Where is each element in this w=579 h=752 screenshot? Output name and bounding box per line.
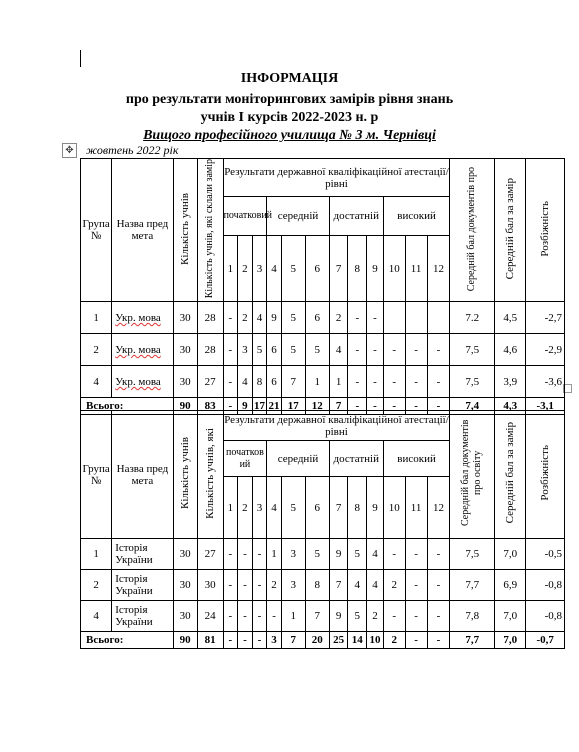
cell-grade-7: 9	[329, 601, 348, 632]
header-grade-7: 7	[329, 477, 348, 539]
cell-grade-1: -	[223, 334, 238, 366]
cell-total-grade-11: -	[405, 632, 427, 649]
cell-grade-4: 6	[267, 366, 282, 398]
header-grade-5: 5	[281, 477, 305, 539]
cell-students: 30	[173, 366, 197, 398]
table-row	[81, 539, 565, 570]
header-level-medium: середній	[267, 441, 329, 477]
cell-grade-10	[383, 302, 405, 334]
cell-total-grade-4: 21	[267, 398, 282, 415]
header-group: Група №	[81, 159, 112, 302]
cell-total-grade-7: 25	[329, 632, 348, 649]
cell-total-grade-2: 9	[238, 398, 253, 415]
header-difference: Розбіжність	[539, 200, 552, 257]
header-grade-6: 6	[305, 235, 329, 302]
subject-name: Історія України	[115, 604, 153, 628]
cell-total-grade-6: 20	[305, 632, 329, 649]
header-students: Кількість учнів	[179, 192, 192, 265]
cell-grade-10: -	[383, 334, 405, 366]
report-period: жовтень 2022 рік	[86, 143, 179, 157]
cell-total-grade-1: -	[223, 398, 238, 415]
cell-grade-4: 2	[267, 570, 282, 601]
cell-avg-test: 7,0	[495, 601, 526, 632]
cell-avg-docs: 7,5	[450, 366, 495, 398]
header-grade-11: 11	[405, 477, 427, 539]
cell-avg-docs: 7,5	[450, 334, 495, 366]
cell-grade-3: -	[252, 539, 267, 570]
cell-grade-8: 5	[348, 601, 367, 632]
header-level-sufficient: достатній	[329, 441, 383, 477]
cell-grade-3: -	[252, 601, 267, 632]
cell-grade-8: -	[348, 302, 367, 334]
header-grade-11: 11	[405, 235, 427, 302]
cell-grade-3: 8	[252, 366, 267, 398]
cell-grade-7: 7	[329, 570, 348, 601]
header-avg-docs: Середній бал документів про	[466, 166, 478, 291]
cell-avg-test: 3,9	[495, 366, 526, 398]
table-row	[81, 601, 565, 632]
header-grade-10: 10	[383, 477, 405, 539]
cell-grade-12: -	[427, 601, 450, 632]
total-row	[81, 632, 565, 649]
cell-total-grade-10: 2	[383, 632, 405, 649]
cell-grade-7: 1	[329, 366, 348, 398]
cell-total-grade-9: -	[367, 398, 384, 415]
header-took-test: Кількість учнів, які склали замір	[204, 159, 216, 299]
cell-grade-3: 4	[252, 302, 267, 334]
table-row	[81, 570, 565, 601]
cell-students: 30	[173, 570, 197, 601]
cell-grade-1: -	[223, 302, 238, 334]
header-level-medium: середній	[267, 197, 329, 235]
cell-grade-7: 9	[329, 539, 348, 570]
cell-total-grade-3: -	[252, 632, 267, 649]
cell-grade-5: 5	[281, 334, 305, 366]
cell-difference: -0,5	[526, 539, 565, 570]
header-level-initial: початковий	[223, 441, 267, 477]
cell-grade-9: -	[367, 302, 384, 334]
cell-took-test: 30	[197, 570, 223, 601]
results-table-history	[80, 410, 565, 649]
cell-grade-8: 5	[348, 539, 367, 570]
cell-total-grade-5: 17	[281, 398, 305, 415]
header-group: Група №	[81, 411, 112, 539]
cell-grade-4: 1	[267, 539, 282, 570]
cell-avg-test: 4,5	[495, 302, 526, 334]
header-grade-9: 9	[367, 477, 384, 539]
header-grade-4: 4	[267, 235, 282, 302]
cell-grade-4: 6	[267, 334, 282, 366]
cell-grade-10: -	[383, 601, 405, 632]
cell-difference: -0,8	[526, 601, 565, 632]
cell-grade-2: -	[238, 539, 253, 570]
cell-grade-3: -	[252, 570, 267, 601]
cell-avg-test: 6,9	[495, 570, 526, 601]
cell-total-label: Всього:	[81, 398, 174, 415]
cell-grade-6: 8	[305, 570, 329, 601]
cell-grade-1: -	[223, 539, 238, 570]
header-subject: Назва предмета	[112, 411, 173, 539]
cell-avg-docs: 7,5	[450, 539, 495, 570]
cell-total-grade-4: 3	[267, 632, 282, 649]
header-grade-9: 9	[367, 235, 384, 302]
cell-grade-8: -	[348, 334, 367, 366]
cell-total-grade-7: 7	[329, 398, 348, 415]
header-grade-10: 10	[383, 235, 405, 302]
cell-grade-11: -	[405, 570, 427, 601]
cell-grade-1: -	[223, 366, 238, 398]
header-grade-4: 4	[267, 477, 282, 539]
cell-grade-2: 4	[238, 366, 253, 398]
cell-grade-10: 2	[383, 570, 405, 601]
cell-grade-12	[427, 302, 450, 334]
cell-grade-11	[405, 302, 427, 334]
cell-grade-10: -	[383, 539, 405, 570]
header-level-sufficient: достатній	[329, 197, 383, 235]
results-table-ukr-language	[80, 158, 565, 415]
header-grade-12: 12	[427, 235, 450, 302]
cell-subject	[112, 366, 173, 398]
header-level-initial: початковий	[223, 197, 267, 235]
cell-subject	[112, 570, 173, 601]
cell-took-test: 24	[197, 601, 223, 632]
cell-subject	[112, 334, 173, 366]
header-avg-test: Середній бал за замір	[504, 177, 517, 280]
cell-group: 1	[81, 539, 112, 570]
header-grade-5: 5	[281, 235, 305, 302]
cell-grade-4: -	[267, 601, 282, 632]
cell-grade-12: -	[427, 334, 450, 366]
header-avg-test: Середній бал за замір	[504, 422, 517, 524]
header-students: Кількість учнів	[179, 437, 192, 509]
cell-avg-docs: 7,7	[450, 570, 495, 601]
cell-total-avg-test: 4,3	[495, 398, 526, 415]
cell-grade-2: 2	[238, 302, 253, 334]
header-grade-3: 3	[252, 477, 267, 539]
cell-total-grade-12: -	[427, 398, 450, 415]
cell-students: 30	[173, 601, 197, 632]
header-grade-8: 8	[348, 235, 367, 302]
cell-grade-11: -	[405, 334, 427, 366]
cell-grade-2: 3	[238, 334, 253, 366]
cell-grade-11: -	[405, 539, 427, 570]
cell-grade-11: -	[405, 366, 427, 398]
header-level-high: високий	[383, 441, 450, 477]
cell-total-grade-8: 14	[348, 632, 367, 649]
header-difference: Розбіжність	[539, 445, 552, 501]
header-grade-8: 8	[348, 477, 367, 539]
cell-grade-2: -	[238, 601, 253, 632]
table-move-handle-icon[interactable]: ✥	[62, 143, 77, 158]
cell-students: 30	[173, 334, 197, 366]
cell-grade-6: 7	[305, 601, 329, 632]
cell-grade-12: -	[427, 570, 450, 601]
cell-grade-12: -	[427, 366, 450, 398]
subject-name: Історія України	[115, 542, 153, 566]
cell-grade-6: 5	[305, 334, 329, 366]
header-grade-2: 2	[238, 477, 253, 539]
cell-group: 2	[81, 334, 112, 366]
cell-total-grade-1: -	[223, 632, 238, 649]
cell-total-took: 83	[197, 398, 223, 415]
cell-grade-3: 5	[252, 334, 267, 366]
cell-grade-5: 5	[281, 302, 305, 334]
cell-total-grade-9: 10	[367, 632, 384, 649]
cell-total-students: 90	[173, 398, 197, 415]
cell-total-label: Всього:	[81, 632, 174, 649]
header-results: Результати державної кваліфікаційної атестації/рівні	[223, 411, 450, 441]
table-row	[81, 366, 565, 398]
cell-total-grade-10: -	[383, 398, 405, 415]
cell-total-grade-5: 7	[281, 632, 305, 649]
cell-grade-9: 4	[367, 539, 384, 570]
cell-group: 4	[81, 601, 112, 632]
header-grade-1: 1	[223, 235, 238, 302]
cell-grade-10: -	[383, 366, 405, 398]
cell-difference: -0,8	[526, 570, 565, 601]
cell-total-grade-12: -	[427, 632, 450, 649]
cell-grade-5: 7	[281, 366, 305, 398]
cell-students: 30	[173, 539, 197, 570]
cell-total-difference: -0,7	[526, 632, 565, 649]
cell-grade-1: -	[223, 601, 238, 632]
subject-name: Історія України	[115, 573, 153, 597]
doc-subtitle-2: учнів І курсів 2022-2023 н. р	[200, 110, 379, 125]
cell-subject	[112, 539, 173, 570]
header-grade-7: 7	[329, 235, 348, 302]
table-row	[81, 302, 565, 334]
cell-total-grade-8: -	[348, 398, 367, 415]
cell-grade-2: -	[238, 570, 253, 601]
institution-name: Вищого професійного училища № 3 м. Чернівці	[143, 128, 436, 143]
cell-grade-9: 2	[367, 601, 384, 632]
header-subject: Назва предмета	[112, 159, 173, 302]
header-grade-6: 6	[305, 477, 329, 539]
cell-grade-6: 1	[305, 366, 329, 398]
text-cursor	[80, 50, 81, 67]
cell-difference: -2,9	[526, 334, 565, 366]
cell-total-difference: -3,1	[526, 398, 565, 415]
cell-grade-5: 3	[281, 570, 305, 601]
header-avg-docs: Середній бал документів про освіту	[460, 419, 484, 527]
header-level-high: високий	[383, 197, 450, 235]
cell-avg-docs: 7,8	[450, 601, 495, 632]
cell-total-grade-3: 17	[252, 398, 267, 415]
cell-grade-9: -	[367, 366, 384, 398]
cell-avg-docs: 7.2	[450, 302, 495, 334]
cell-took-test: 27	[197, 366, 223, 398]
subject-name: Укр. мова	[115, 375, 161, 388]
cell-difference: -2,7	[526, 302, 565, 334]
cell-grade-8: 4	[348, 570, 367, 601]
cell-grade-7: 4	[329, 334, 348, 366]
cell-grade-9: -	[367, 334, 384, 366]
cell-group: 4	[81, 366, 112, 398]
cell-grade-5: 3	[281, 539, 305, 570]
cell-grade-1: -	[223, 570, 238, 601]
cell-grade-6: 5	[305, 539, 329, 570]
header-grade-12: 12	[427, 477, 450, 539]
cell-subject	[112, 302, 173, 334]
doc-title: ІНФОРМАЦІЯ	[240, 71, 339, 86]
cell-grade-4: 9	[267, 302, 282, 334]
cell-total-grade-11: -	[405, 398, 427, 415]
subject-name: Укр. мова	[115, 343, 161, 356]
table-row	[81, 334, 565, 366]
cell-total-grade-6: 12	[305, 398, 329, 415]
cell-took-test: 27	[197, 539, 223, 570]
subject-name: Укр. мова	[115, 311, 161, 324]
cell-took-test: 28	[197, 334, 223, 366]
cell-group: 1	[81, 302, 112, 334]
cell-total-avg-docs: 7,4	[450, 398, 495, 415]
cell-grade-8: -	[348, 366, 367, 398]
doc-subtitle-1: про результати моніторингових замірів рівня знань	[125, 92, 454, 107]
cell-took-test: 28	[197, 302, 223, 334]
cell-grade-7: 2	[329, 302, 348, 334]
cell-avg-test: 4,6	[495, 334, 526, 366]
header-grade-2: 2	[238, 235, 253, 302]
cell-grade-12: -	[427, 539, 450, 570]
cell-students: 30	[173, 302, 197, 334]
cell-total-took: 81	[197, 632, 223, 649]
header-grade-1: 1	[223, 477, 238, 539]
header-results: Результати державної кваліфікаційної атестації/рівні	[223, 159, 450, 197]
cell-total-students: 90	[173, 632, 197, 649]
header-took-test: Кількість учнів, які	[204, 427, 217, 519]
cell-grade-6: 6	[305, 302, 329, 334]
cell-total-grade-2: -	[238, 632, 253, 649]
cell-avg-test: 7,0	[495, 539, 526, 570]
cell-grade-5: 1	[281, 601, 305, 632]
cell-grade-9: 4	[367, 570, 384, 601]
cell-total-avg-test: 7,0	[495, 632, 526, 649]
cell-group: 2	[81, 570, 112, 601]
cell-total-avg-docs: 7,7	[450, 632, 495, 649]
cell-grade-11: -	[405, 601, 427, 632]
cell-subject	[112, 601, 173, 632]
header-grade-3: 3	[252, 235, 267, 302]
cell-difference: -3,6	[526, 366, 565, 398]
